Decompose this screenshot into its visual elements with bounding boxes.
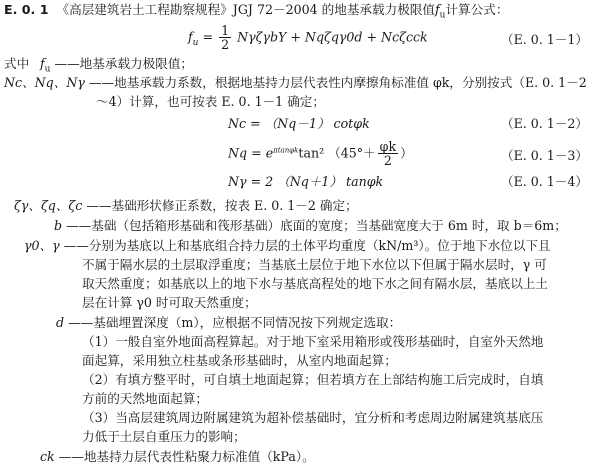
- def-fu-text: ——地基承载力极限值；: [54, 56, 194, 71]
- eq4-equals: =: [250, 174, 262, 189]
- def-d-line: （1）一般自室外地面高程算起。对于地下室采用箱形或筏形基础时，自室外天然地: [82, 334, 544, 349]
- def-b-symbol: b: [54, 218, 63, 233]
- eq4-lhs: Nγ: [228, 174, 247, 189]
- def-fu-sub: u: [44, 64, 51, 75]
- eq3-lhs: Nq: [228, 145, 248, 161]
- def-ncq-symbol: Nc、Nq、Nγ: [4, 75, 85, 90]
- equation-2: [228, 116, 370, 132]
- eq3-frac-den: 2: [383, 153, 392, 169]
- eq3-base: e: [265, 145, 274, 161]
- def-ck: [40, 449, 315, 465]
- section-title-tail: 计算公式：: [445, 2, 509, 17]
- def-zeta-symbol: ζγ、ζq、ζc: [14, 198, 83, 213]
- def-d-line: 方前的天然地面起算；: [82, 391, 208, 406]
- fu-symbol: f: [434, 2, 440, 17]
- def-d-line: （3）当高层建筑周边附属建筑为超补偿基础时，宜分析和考虑周边附属建筑基底压: [82, 410, 544, 425]
- eq2-lhs: Nc: [228, 116, 247, 131]
- eq3-label: （E. 0. 1－3）: [500, 148, 588, 163]
- eq4-label: （E. 0. 1－4）: [500, 174, 588, 189]
- eq1-rhs: NγζγbΥ + Nqζqγ0d + Ncζcck: [237, 29, 428, 45]
- eq3-open: （45°＋: [328, 145, 376, 161]
- def-fu-symbol: f: [40, 56, 45, 71]
- def-ck-text: ——地基持力层代表性粘聚力标准值（kPa）。: [58, 449, 315, 464]
- eq1-frac-num: 1: [221, 23, 230, 38]
- section-number: E. 0. 1: [4, 2, 49, 17]
- equation-3: [228, 140, 413, 168]
- def-d-line: （2）有填方整平时，可自填土地面起算；但若填方在上部结构施工后完成时，自填: [82, 372, 544, 387]
- eq1-label: （E. 0. 1－1）: [500, 32, 588, 47]
- eq1-lhs-sub: u: [192, 38, 199, 49]
- eq3-fraction: [378, 140, 398, 168]
- def-b: [54, 218, 567, 234]
- section-title: 《高层建筑岩土工程勘察规程》JGJ 72－2004 的地基承载力极限值: [56, 2, 435, 17]
- def-d-symbol: d: [56, 315, 65, 330]
- eq2-equals: =: [250, 116, 261, 131]
- section-header: [4, 2, 508, 22]
- def-d-line: 力低于土层自重压力的影响；: [82, 429, 246, 444]
- where-label: 式中: [4, 56, 30, 71]
- def-b-text: ——基础（包括箱形基础和筏形基础）底面的宽度；当基础宽度大于 6m 时，取 b＝6m；: [66, 218, 567, 233]
- def-ck-symbol: ck: [40, 449, 55, 464]
- eq1-fraction: [219, 24, 231, 52]
- def-ncq: [4, 75, 587, 91]
- def-gamma-line: ——分别为基底以上和基底组合持力层的土体平均重度（kN/m³）。位于地下水位以下且: [63, 238, 551, 253]
- def-fu: [40, 56, 193, 76]
- def-gamma-line: 不属于隔水层的土层取浮重度；当基底土层位于地下水位以下但属于隔水层时，γ 可: [82, 257, 547, 272]
- eq4-rhs: 2 （Nq＋1） tanφk: [265, 174, 384, 189]
- eq3-close: ）: [400, 145, 413, 161]
- def-d: [56, 315, 401, 331]
- def-zeta-text: ——基础形状修正系数，按表 E. 0. 1－2 确定；: [86, 198, 358, 213]
- eq2-rhs: （Nq－1） cotφk: [264, 116, 370, 131]
- def-d-line: ——基础埋置深度（m），应根据不同情况按下列规定选取：: [68, 315, 402, 330]
- eq3-frac-num: φk: [379, 139, 397, 154]
- eq1-equals: =: [202, 29, 214, 45]
- fu-subscript: u: [439, 10, 446, 21]
- def-ncq-cont: ～4）计算，也可按表 E. 0. 1－1 确定；: [96, 94, 325, 109]
- def-gamma-line: 层在计算 γ0 时可取天然重度；: [82, 295, 257, 310]
- equation-4: [228, 174, 383, 190]
- eq1-lhs: f: [188, 29, 193, 45]
- def-d-line: 面起算，采用独立柱基或条形基础时，从室内地面起算；: [82, 353, 397, 368]
- def-gamma-symbol: γ0、γ: [24, 238, 60, 253]
- eq1-frac-den: 2: [221, 37, 230, 53]
- eq2-label: （E. 0. 1－2）: [500, 116, 588, 131]
- equation-1: [188, 24, 428, 52]
- def-gamma-line: 取天然重度；如基底以上的地下水与基底高程处的地下水之间有隔水层，基底以上土: [82, 276, 548, 291]
- eq3-equals: =: [251, 145, 262, 161]
- eq3-tan: tan²: [298, 145, 325, 161]
- def-gamma: [24, 238, 551, 254]
- eq3-exponent: πtanφk: [273, 146, 299, 155]
- def-zeta: [14, 198, 358, 214]
- def-ncq-text: ——地基承载力系数，根据地基持力层代表性内摩擦角标准值 φk，分别按式（E. 0. 1－2: [88, 75, 587, 90]
